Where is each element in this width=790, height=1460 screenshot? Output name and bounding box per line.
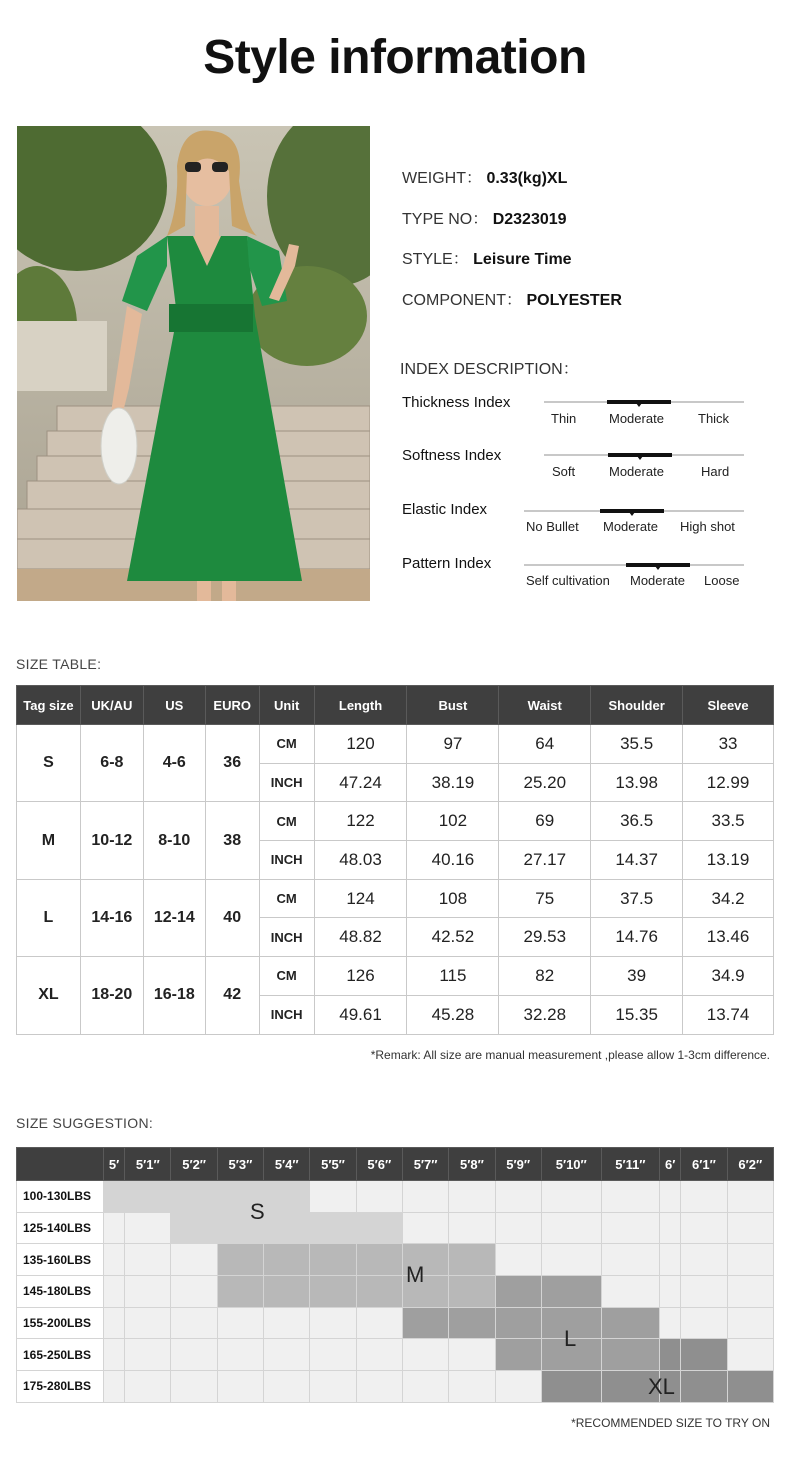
value-cell: 33: [683, 725, 774, 764]
grid-cell: [310, 1371, 356, 1403]
grid-cell: [660, 1212, 681, 1244]
value-cell: 40.16: [407, 841, 499, 880]
index-option: Moderate: [609, 464, 664, 479]
column-header: Shoulder: [591, 686, 683, 725]
uk-size-cell: 10-12: [80, 802, 143, 879]
grid-cell: [541, 1244, 601, 1276]
value-cell: 48.82: [314, 918, 407, 957]
grid-cell: [660, 1181, 681, 1213]
value-cell: 75: [499, 879, 591, 918]
height-header: 5′6″: [356, 1148, 402, 1181]
value-cell: 102: [407, 802, 499, 841]
index-option: Moderate: [630, 573, 685, 588]
suggested-cell-l: [449, 1307, 495, 1339]
height-header: 5′: [104, 1148, 125, 1181]
grid-cell: [310, 1181, 356, 1213]
grid-cell: [125, 1371, 171, 1403]
zone-label-xl: XL: [648, 1374, 675, 1399]
tag-size-cell: S: [17, 725, 81, 802]
elastic-index: [402, 501, 747, 541]
index-option: Loose: [704, 573, 740, 588]
suggested-cell-m: [264, 1276, 310, 1308]
grid-cell: [217, 1371, 263, 1403]
grid-cell: [104, 1339, 125, 1371]
suggested-cell-m: [264, 1244, 310, 1276]
uk-size-cell: 14-16: [80, 879, 143, 956]
grid-cell: [601, 1212, 659, 1244]
suggested-cell-m: [356, 1276, 402, 1308]
grid-cell: [601, 1276, 659, 1308]
grid-cell: [449, 1339, 495, 1371]
style-value: Leisure Time: [473, 251, 572, 268]
value-cell: 34.2: [683, 879, 774, 918]
type-label: TYPE NO：: [402, 211, 489, 228]
grid-cell: [125, 1212, 171, 1244]
pattern-index: [402, 555, 747, 595]
value-cell: 108: [407, 879, 499, 918]
grid-cell: [356, 1371, 402, 1403]
suggested-cell-m: [449, 1276, 495, 1308]
component-label: COMPONENT：: [402, 292, 523, 309]
euro-size-cell: 38: [205, 802, 259, 879]
index-option: Soft: [552, 464, 576, 479]
grid-cell: [264, 1307, 310, 1339]
index-selected-marker: [600, 509, 664, 513]
column-header: EURO: [205, 686, 259, 725]
grid-cell: [171, 1371, 217, 1403]
suggested-cell-l: [601, 1307, 659, 1339]
index-option: No Bullet: [526, 519, 579, 534]
grid-cell: [660, 1244, 681, 1276]
height-header: 6′: [660, 1148, 681, 1181]
index-name: Thickness Index: [402, 394, 511, 411]
value-cell: 124: [314, 879, 407, 918]
value-cell: 97: [407, 725, 499, 764]
grid-cell: [217, 1339, 263, 1371]
euro-size-cell: 36: [205, 725, 259, 802]
value-cell: 15.35: [591, 995, 683, 1034]
grid-cell: [660, 1307, 681, 1339]
height-header: 5′1″: [125, 1148, 171, 1181]
weight-label: 165-250LBS: [17, 1339, 104, 1371]
index-option: Moderate: [609, 411, 664, 426]
size-table-label: SIZE TABLE:: [16, 656, 102, 672]
grid-cell: [310, 1307, 356, 1339]
value-cell: 69: [499, 802, 591, 841]
grid-cell: [125, 1244, 171, 1276]
grid-cell: [449, 1212, 495, 1244]
zone-label-m: M: [406, 1262, 425, 1287]
grid-cell: [217, 1307, 263, 1339]
unit-cell: CM: [259, 725, 314, 764]
weight-label: 135-160LBS: [17, 1244, 104, 1276]
page-title: Style information: [203, 31, 587, 84]
index-selected-marker: [626, 563, 690, 567]
height-header: 5′11″: [601, 1148, 659, 1181]
remark-note: *Remark: All size are manual measurement ,please allow 1-3cm difference.: [370, 1048, 770, 1062]
suggested-cell-l: [495, 1276, 541, 1308]
grid-cell: [402, 1339, 448, 1371]
weight-label: 175-280LBS: [17, 1371, 104, 1403]
value-cell: 48.03: [314, 841, 407, 880]
column-header: US: [143, 686, 205, 725]
grid-cell: [125, 1339, 171, 1371]
value-cell: 42.52: [407, 918, 499, 957]
grid-cell: [495, 1181, 541, 1213]
index-option: Thin: [551, 411, 577, 426]
size-suggestion-label: SIZE SUGGESTION:: [16, 1115, 154, 1131]
value-cell: 25.20: [499, 763, 591, 802]
grid-cell: [727, 1276, 773, 1308]
value-cell: 32.28: [499, 995, 591, 1034]
weight-row: [17, 1181, 774, 1213]
tag-size-cell: L: [17, 879, 81, 956]
index-option: Moderate: [603, 519, 658, 534]
suggested-cell-xl: [681, 1371, 727, 1403]
value-cell: 47.24: [314, 763, 407, 802]
height-header: 5′3″: [217, 1148, 263, 1181]
value-cell: 14.37: [591, 841, 683, 880]
suggested-cell-l: [601, 1339, 659, 1371]
grid-cell: [104, 1276, 125, 1308]
value-cell: 64: [499, 725, 591, 764]
unit-cell: INCH: [259, 841, 314, 880]
grid-cell: [541, 1212, 601, 1244]
grid-cell: [402, 1181, 448, 1213]
unit-cell: INCH: [259, 763, 314, 802]
type-value: D2323019: [492, 211, 567, 228]
height-header: 5′7″: [402, 1148, 448, 1181]
table-row: [17, 802, 774, 841]
index-description-heading: INDEX DESCRIPTION：: [400, 361, 579, 378]
suggested-cell-s: [264, 1181, 310, 1213]
grid-cell: [727, 1339, 773, 1371]
value-cell: 37.5: [591, 879, 683, 918]
grid-cell: [402, 1212, 448, 1244]
index-option: Self cultivation: [526, 573, 610, 588]
suggested-cell-m: [217, 1276, 263, 1308]
height-header: 5′9″: [495, 1148, 541, 1181]
index-name: Elastic Index: [402, 501, 488, 518]
unit-cell: CM: [259, 802, 314, 841]
weight-label: 145-180LBS: [17, 1276, 104, 1308]
us-size-cell: 8-10: [143, 802, 205, 879]
grid-cell: [104, 1371, 125, 1403]
unit-cell: CM: [259, 957, 314, 996]
height-header: 5′10″: [541, 1148, 601, 1181]
value-cell: 35.5: [591, 725, 683, 764]
grid-cell: [171, 1244, 217, 1276]
style-info: [402, 246, 572, 269]
index-name: Pattern Index: [402, 555, 492, 572]
recommend-note: *RECOMMENDED SIZE TO TRY ON: [571, 1416, 770, 1430]
value-cell: 13.46: [683, 918, 774, 957]
index-name: Softness Index: [402, 447, 502, 464]
suggested-cell-m: [449, 1244, 495, 1276]
grid-cell: [171, 1276, 217, 1308]
value-cell: 115: [407, 957, 499, 996]
grid-cell: [727, 1307, 773, 1339]
weight-value: 0.33(kg)XL: [486, 170, 568, 187]
weight-row: [17, 1307, 774, 1339]
suggested-cell-m: [310, 1276, 356, 1308]
value-cell: 12.99: [683, 763, 774, 802]
weight-label: 100-130LBS: [17, 1181, 104, 1213]
value-cell: 34.9: [683, 957, 774, 996]
tag-size-cell: XL: [17, 957, 81, 1034]
grid-cell: [449, 1181, 495, 1213]
thickness-index: [402, 394, 747, 434]
height-header: 5′4″: [264, 1148, 310, 1181]
grid-cell: [727, 1244, 773, 1276]
value-cell: 27.17: [499, 841, 591, 880]
value-cell: 33.5: [683, 802, 774, 841]
suggested-cell-l: [495, 1307, 541, 1339]
grid-cell: [356, 1307, 402, 1339]
column-header: Unit: [259, 686, 314, 725]
weight-label: WEIGHT：: [402, 170, 482, 187]
value-cell: 126: [314, 957, 407, 996]
grid-cell: [264, 1371, 310, 1403]
euro-size-cell: 40: [205, 879, 259, 956]
height-header: 5′2″: [171, 1148, 217, 1181]
zone-label-l: L: [564, 1326, 577, 1351]
component-value: POLYESTER: [526, 292, 622, 309]
grid-cell: [495, 1371, 541, 1403]
weight-info: [402, 165, 567, 188]
grid-cell: [681, 1181, 727, 1213]
weight-row: [17, 1244, 774, 1276]
grid-cell: [449, 1371, 495, 1403]
us-size-cell: 12-14: [143, 879, 205, 956]
value-cell: 122: [314, 802, 407, 841]
weight-label: 125-140LBS: [17, 1212, 104, 1244]
suggested-cell-s: [310, 1212, 356, 1244]
table-row: [17, 879, 774, 918]
grid-cell: [310, 1339, 356, 1371]
component-info: [402, 287, 622, 310]
style-label: STYLE：: [402, 251, 469, 268]
column-header: Waist: [499, 686, 591, 725]
weight-row: [17, 1339, 774, 1371]
suggested-cell-xl: [541, 1371, 601, 1403]
grid-cell: [681, 1276, 727, 1308]
index-option: Hard: [701, 464, 730, 479]
table-row: [17, 957, 774, 996]
index-selected-marker: [608, 453, 672, 457]
uk-size-cell: 18-20: [80, 957, 143, 1034]
suggested-cell-xl: [727, 1371, 773, 1403]
value-cell: 82: [499, 957, 591, 996]
value-cell: 13.74: [683, 995, 774, 1034]
tag-size-cell: M: [17, 802, 81, 879]
weight-row: [17, 1276, 774, 1308]
product-photo: [17, 126, 370, 601]
grid-cell: [601, 1244, 659, 1276]
grid-cell: [601, 1181, 659, 1213]
suggested-cell-s: [171, 1212, 217, 1244]
value-cell: 38.19: [407, 763, 499, 802]
suggested-cell-s: [104, 1181, 125, 1213]
grid-cell: [171, 1307, 217, 1339]
column-header: Tag size: [17, 686, 81, 725]
index-option: High shot: [680, 519, 735, 534]
index-selected-marker: [607, 400, 671, 404]
grid-cell: [660, 1276, 681, 1308]
us-size-cell: 4-6: [143, 725, 205, 802]
grid-cell: [681, 1212, 727, 1244]
value-cell: 39: [591, 957, 683, 996]
suggested-cell-m: [217, 1244, 263, 1276]
height-header: 5′8″: [449, 1148, 495, 1181]
suggested-cell-m: [310, 1244, 356, 1276]
suggested-cell-xl: [681, 1339, 727, 1371]
size-suggestion-grid: [16, 1147, 774, 1403]
corner-header: [17, 1148, 104, 1181]
zone-label-s: S: [250, 1199, 265, 1224]
softness-index: [402, 447, 747, 487]
grid-cell: [681, 1307, 727, 1339]
suggested-cell-l: [402, 1307, 448, 1339]
column-header: UK/AU: [80, 686, 143, 725]
height-header: 5′5″: [310, 1148, 356, 1181]
value-cell: 36.5: [591, 802, 683, 841]
uk-size-cell: 6-8: [80, 725, 143, 802]
unit-cell: INCH: [259, 918, 314, 957]
suggested-cell-s: [264, 1212, 310, 1244]
height-header-row: [17, 1148, 774, 1181]
type-info: [402, 206, 567, 229]
grid-cell: [104, 1307, 125, 1339]
grid-cell: [681, 1244, 727, 1276]
grid-cell: [356, 1181, 402, 1213]
suggested-cell-s: [171, 1181, 217, 1213]
grid-cell: [727, 1212, 773, 1244]
grid-cell: [727, 1181, 773, 1213]
size-table-header-row: [17, 686, 774, 725]
suggested-cell-s: [125, 1181, 171, 1213]
column-header: Sleeve: [683, 686, 774, 725]
grid-cell: [104, 1212, 125, 1244]
value-cell: 49.61: [314, 995, 407, 1034]
grid-cell: [264, 1339, 310, 1371]
value-cell: 13.19: [683, 841, 774, 880]
grid-cell: [495, 1244, 541, 1276]
suggested-cell-xl: [660, 1339, 681, 1371]
weight-label: 155-200LBS: [17, 1307, 104, 1339]
unit-cell: INCH: [259, 995, 314, 1034]
euro-size-cell: 42: [205, 957, 259, 1034]
suggested-cell-m: [356, 1244, 402, 1276]
grid-cell: [495, 1212, 541, 1244]
value-cell: 13.98: [591, 763, 683, 802]
grid-cell: [541, 1181, 601, 1213]
column-header: Bust: [407, 686, 499, 725]
value-cell: 45.28: [407, 995, 499, 1034]
grid-cell: [356, 1339, 402, 1371]
suggested-cell-s: [356, 1212, 402, 1244]
value-cell: 14.76: [591, 918, 683, 957]
value-cell: 29.53: [499, 918, 591, 957]
size-table: [16, 685, 774, 1035]
height-header: 6′2″: [727, 1148, 773, 1181]
table-row: [17, 725, 774, 764]
unit-cell: CM: [259, 879, 314, 918]
value-cell: 120: [314, 725, 407, 764]
height-header: 6′1″: [681, 1148, 727, 1181]
suggested-cell-l: [541, 1276, 601, 1308]
weight-row: [17, 1212, 774, 1244]
grid-cell: [104, 1244, 125, 1276]
grid-cell: [402, 1371, 448, 1403]
suggested-cell-l: [495, 1339, 541, 1371]
column-header: Length: [314, 686, 407, 725]
index-option: Thick: [698, 411, 730, 426]
grid-cell: [125, 1276, 171, 1308]
grid-cell: [125, 1307, 171, 1339]
us-size-cell: 16-18: [143, 957, 205, 1034]
grid-cell: [171, 1339, 217, 1371]
